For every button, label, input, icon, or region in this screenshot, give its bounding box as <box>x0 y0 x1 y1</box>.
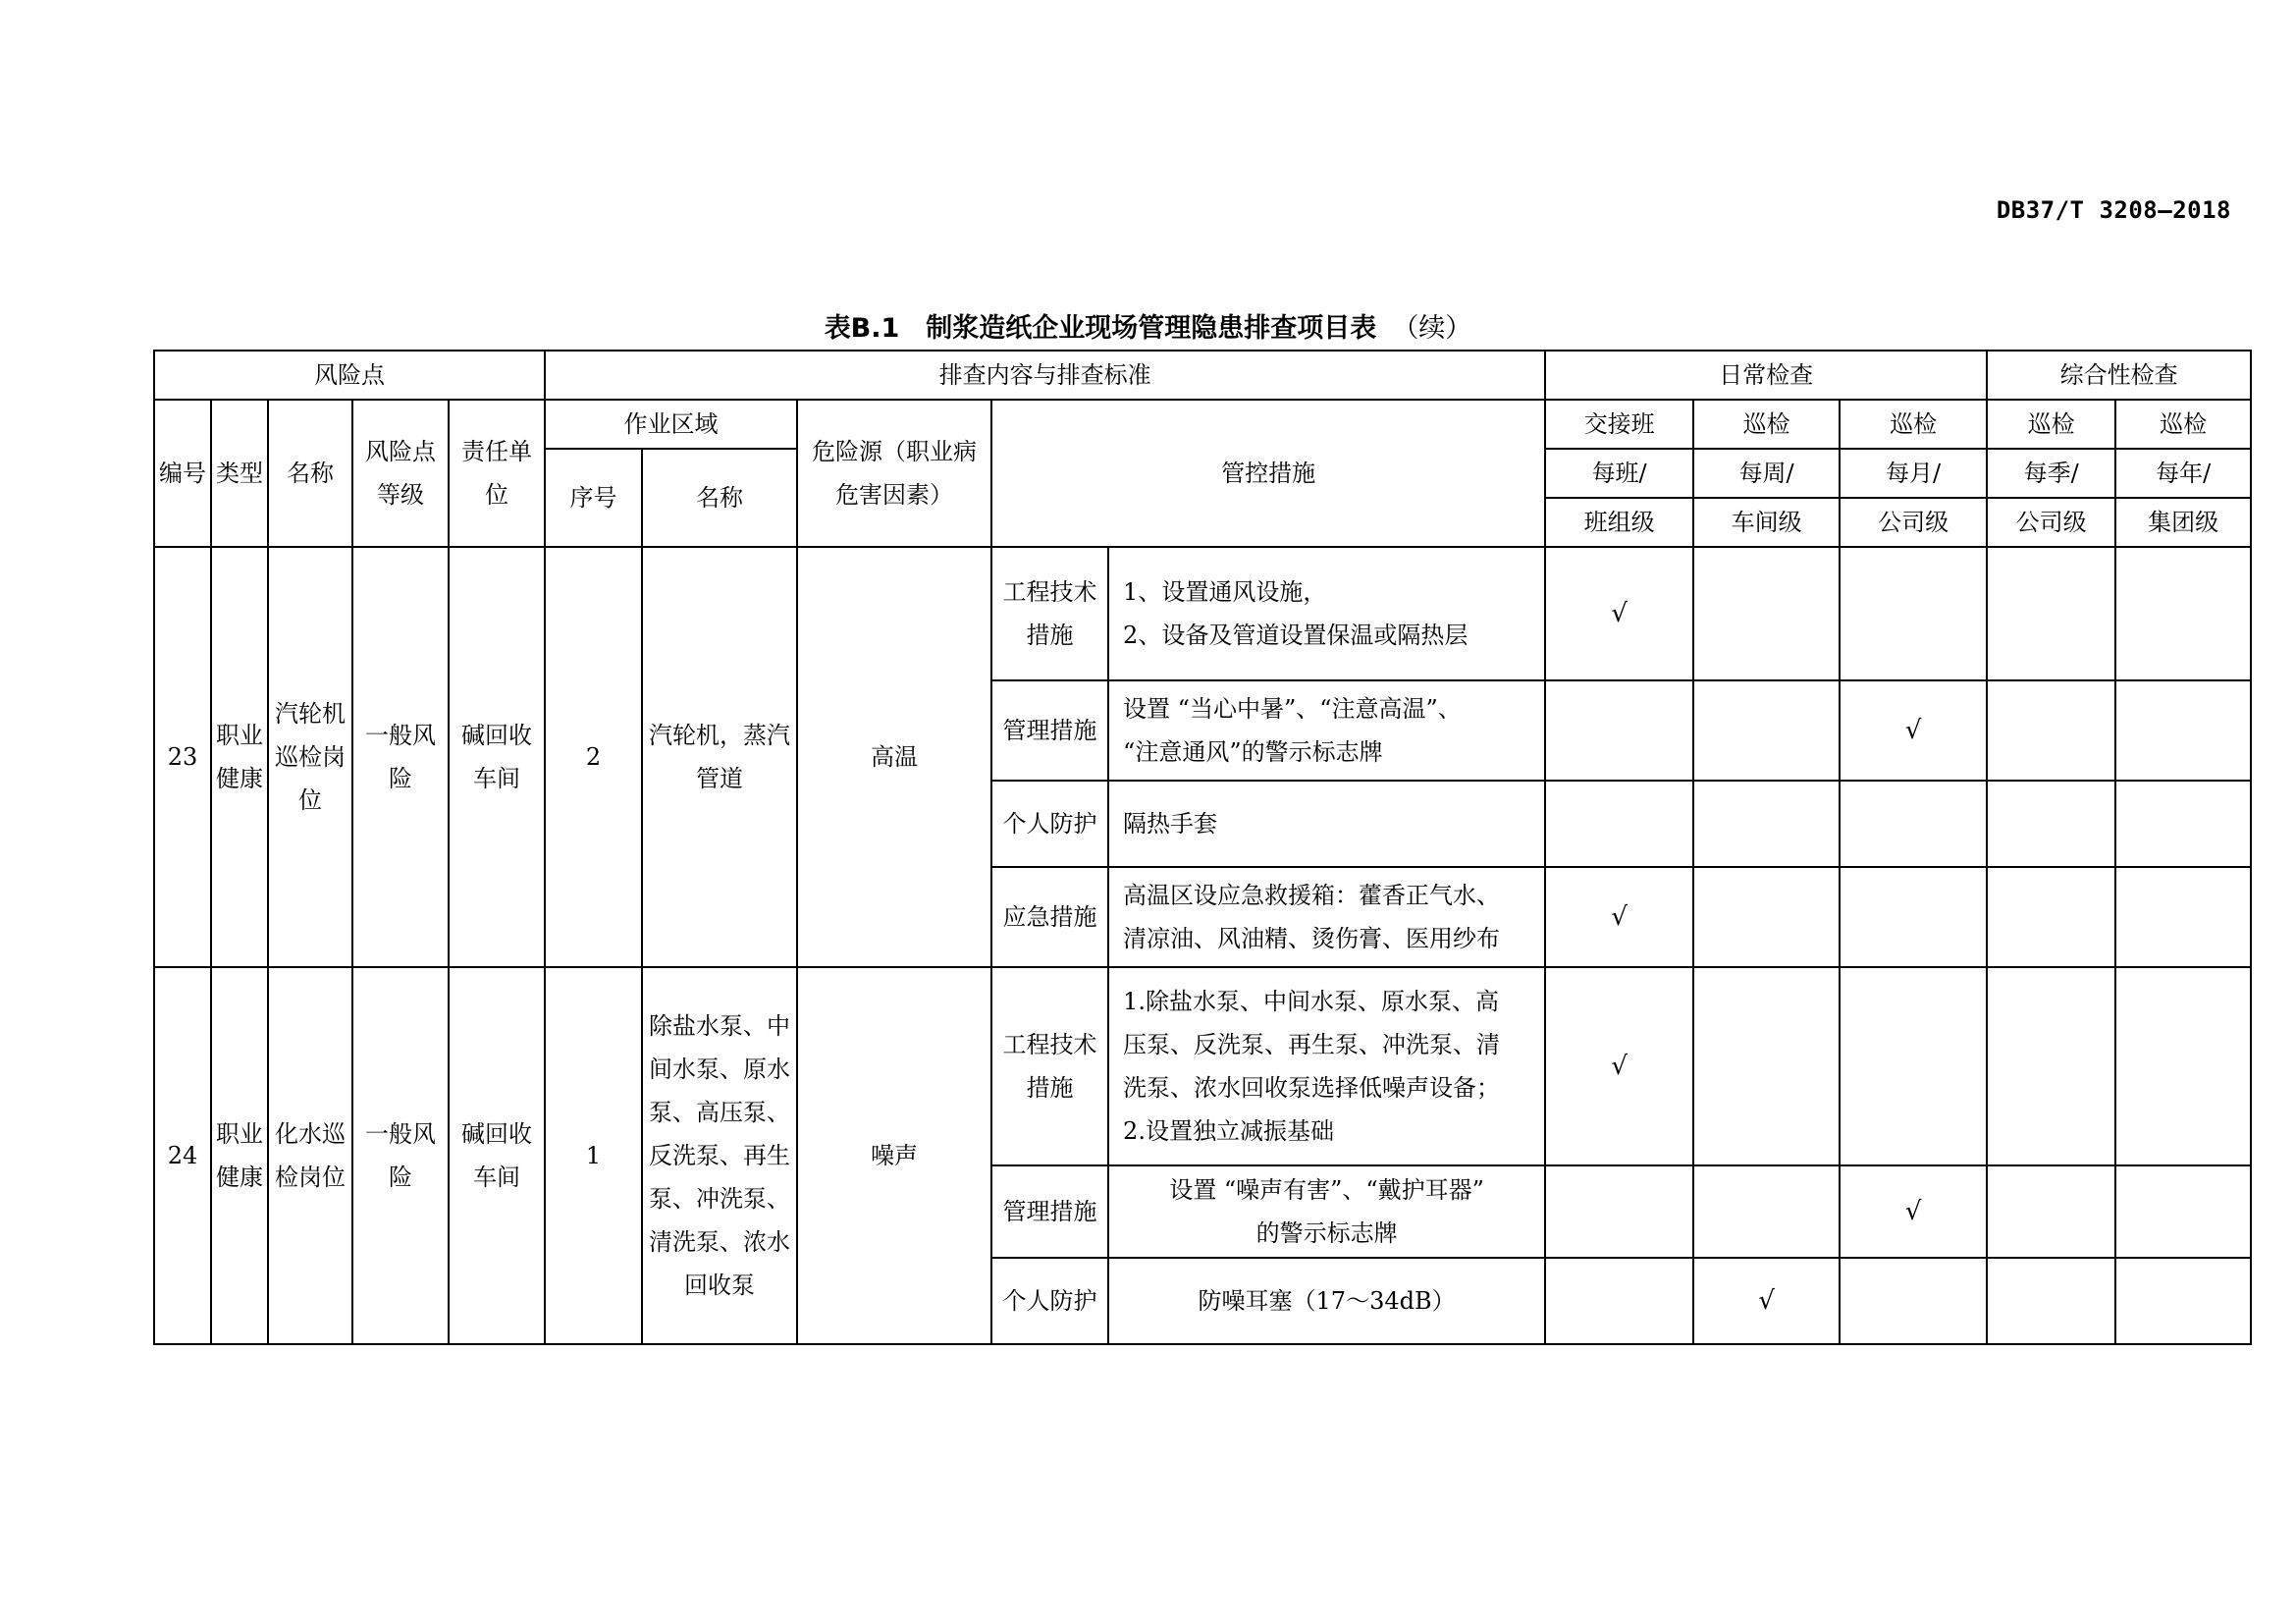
row-risk-level: 一般风险 <box>352 967 449 1344</box>
check-c2 <box>1693 1165 1840 1258</box>
row-seq: 2 <box>545 547 642 967</box>
check-c5 <box>2115 867 2251 967</box>
table-row <box>154 547 2251 680</box>
measure-category: 工程技术措施 <box>991 547 1108 680</box>
row-hazard: 噪声 <box>797 967 991 1344</box>
measure-category: 个人防护 <box>991 1258 1108 1344</box>
row-type: 职业健康 <box>211 547 268 967</box>
header-comprehensive-check: 综合性检查 <box>1987 351 2251 400</box>
check-c4 <box>1987 967 2115 1165</box>
row-seq: 1 <box>545 967 642 1344</box>
check-c5 <box>2115 781 2251 867</box>
row-name: 化水巡检岗位 <box>268 967 352 1344</box>
measure-text <box>1108 781 1545 867</box>
header-c1-r1: 交接班 <box>1545 400 1693 449</box>
check-c4 <box>1987 867 2115 967</box>
check-c4 <box>1987 1258 2115 1344</box>
measure-line: 压泵、反洗泵、再生泵、冲洗泵、清 <box>1123 1031 1501 1058</box>
measure-line: 设置 “噪声有害”、“戴护耳器” <box>1169 1176 1484 1204</box>
check-c3 <box>1840 781 1987 867</box>
row-risk-level: 一般风险 <box>352 547 449 967</box>
check-c1 <box>1545 680 1693 781</box>
measure-line: 隔热手套 <box>1123 810 1218 838</box>
check-c4 <box>1987 1165 2115 1258</box>
check-c3: √ <box>1840 680 1987 781</box>
header-work-area: 作业区域 <box>545 400 797 449</box>
measure-line: 高温区设应急救援箱：藿香正气水、 <box>1123 882 1501 909</box>
header-c3-r1: 巡检 <box>1840 400 1987 449</box>
row-hazard: 高温 <box>797 547 991 967</box>
header-c5-r1: 巡检 <box>2115 400 2251 449</box>
header-row-1 <box>154 351 2251 400</box>
check-c2 <box>1693 967 1840 1165</box>
row-no: 24 <box>154 967 211 1344</box>
header-area-name: 名称 <box>642 449 797 547</box>
check-c2: √ <box>1693 1258 1840 1344</box>
measure-line: 2.设置独立减振基础 <box>1123 1117 1334 1145</box>
hazard-check-table <box>153 350 2252 1345</box>
check-c1 <box>1545 781 1693 867</box>
row-resp-unit: 碱回收车间 <box>449 547 545 967</box>
check-c5 <box>2115 1258 2251 1344</box>
measure-line: 防噪耳塞（17～34dB） <box>1198 1287 1456 1315</box>
check-c4 <box>1987 781 2115 867</box>
check-c2 <box>1693 867 1840 967</box>
header-resp-unit: 责任单位 <box>449 400 545 547</box>
check-c5 <box>2115 680 2251 781</box>
check-c2 <box>1693 781 1840 867</box>
measure-line: 设置 “当心中暑”、“注意高温”、 <box>1123 695 1462 723</box>
measure-category: 管理措施 <box>991 1165 1108 1258</box>
header-c4-r2: 每季/ <box>1987 449 2115 498</box>
check-c1 <box>1545 1258 1693 1344</box>
row-area: 除盐水泵、中间水泵、原水泵、高压泵、反洗泵、再生泵、冲洗泵、清洗泵、浓水回收泵 <box>642 967 797 1344</box>
measure-text <box>1108 1258 1545 1344</box>
header-c5-r2: 每年/ <box>2115 449 2251 498</box>
table-title <box>0 306 2296 345</box>
check-c3 <box>1840 547 1987 680</box>
measure-line: 1.除盐水泵、中间水泵、原水泵、高 <box>1123 988 1499 1015</box>
check-c4 <box>1987 680 2115 781</box>
header-control: 管控措施 <box>991 400 1545 547</box>
measure-category: 个人防护 <box>991 781 1108 867</box>
header-c3-r3: 公司级 <box>1840 498 1987 547</box>
header-content-standard: 排查内容与排查标准 <box>545 351 1545 400</box>
check-c3 <box>1840 1258 1987 1344</box>
check-c2 <box>1693 547 1840 680</box>
header-hazard: 危险源（职业病危害因素） <box>797 400 991 547</box>
header-no: 编号 <box>154 400 211 547</box>
table-row <box>154 967 2251 1165</box>
check-c1: √ <box>1545 967 1693 1165</box>
measure-category: 应急措施 <box>991 867 1108 967</box>
check-c3: √ <box>1840 1165 1987 1258</box>
check-c3 <box>1840 967 1987 1165</box>
measure-line: 清凉油、风油精、烫伤膏、医用纱布 <box>1123 925 1501 952</box>
header-c5-r3: 集团级 <box>2115 498 2251 547</box>
measure-text <box>1108 867 1545 967</box>
header-seq: 序号 <box>545 449 642 547</box>
check-c2 <box>1693 680 1840 781</box>
measure-category: 工程技术措施 <box>991 967 1108 1165</box>
header-row-2 <box>154 400 2251 449</box>
check-c1 <box>1545 1165 1693 1258</box>
header-risk-level: 风险点等级 <box>352 400 449 547</box>
measure-text <box>1108 1165 1545 1258</box>
header-c4-r1: 巡检 <box>1987 400 2115 449</box>
table-title-suffix: （续） <box>1392 313 1472 344</box>
header-c4-r3: 公司级 <box>1987 498 2115 547</box>
check-c5 <box>2115 967 2251 1165</box>
header-type: 类型 <box>211 400 268 547</box>
header-c2-r1: 巡检 <box>1693 400 1840 449</box>
check-c1: √ <box>1545 867 1693 967</box>
check-c5 <box>2115 547 2251 680</box>
check-c4 <box>1987 547 2115 680</box>
measure-category: 管理措施 <box>991 680 1108 781</box>
header-c1-r3: 班组级 <box>1545 498 1693 547</box>
header-c2-r2: 每周/ <box>1693 449 1840 498</box>
measure-text <box>1108 680 1545 781</box>
row-no: 23 <box>154 547 211 967</box>
check-c3 <box>1840 867 1987 967</box>
standard-code: DB37/T 3208—2018 <box>1996 196 2231 224</box>
row-area: 汽轮机，蒸汽管道 <box>642 547 797 967</box>
measure-text <box>1108 967 1545 1165</box>
header-c1-r2: 每班/ <box>1545 449 1693 498</box>
table-title-main: 表B.1 制浆造纸企业现场管理隐患排查项目表 <box>824 313 1377 344</box>
measure-line: “注意通风”的警示标志牌 <box>1123 738 1383 766</box>
header-name: 名称 <box>268 400 352 547</box>
measure-line: 的警示标志牌 <box>1255 1219 1398 1247</box>
header-daily-check: 日常检查 <box>1545 351 1987 400</box>
row-type: 职业健康 <box>211 967 268 1344</box>
measure-line: 1、设置通风设施， <box>1123 578 1327 606</box>
header-c3-r2: 每月/ <box>1840 449 1987 498</box>
measure-line: 2、设备及管道设置保温或隔热层 <box>1123 622 1468 649</box>
header-c2-r3: 车间级 <box>1693 498 1840 547</box>
row-resp-unit: 碱回收车间 <box>449 967 545 1344</box>
row-name: 汽轮机巡检岗位 <box>268 547 352 967</box>
check-c1: √ <box>1545 547 1693 680</box>
measure-line: 洗泵、浓水回收泵选择低噪声设备； <box>1123 1074 1501 1102</box>
measure-text <box>1108 547 1545 680</box>
header-risk-point: 风险点 <box>154 351 545 400</box>
check-c5 <box>2115 1165 2251 1258</box>
